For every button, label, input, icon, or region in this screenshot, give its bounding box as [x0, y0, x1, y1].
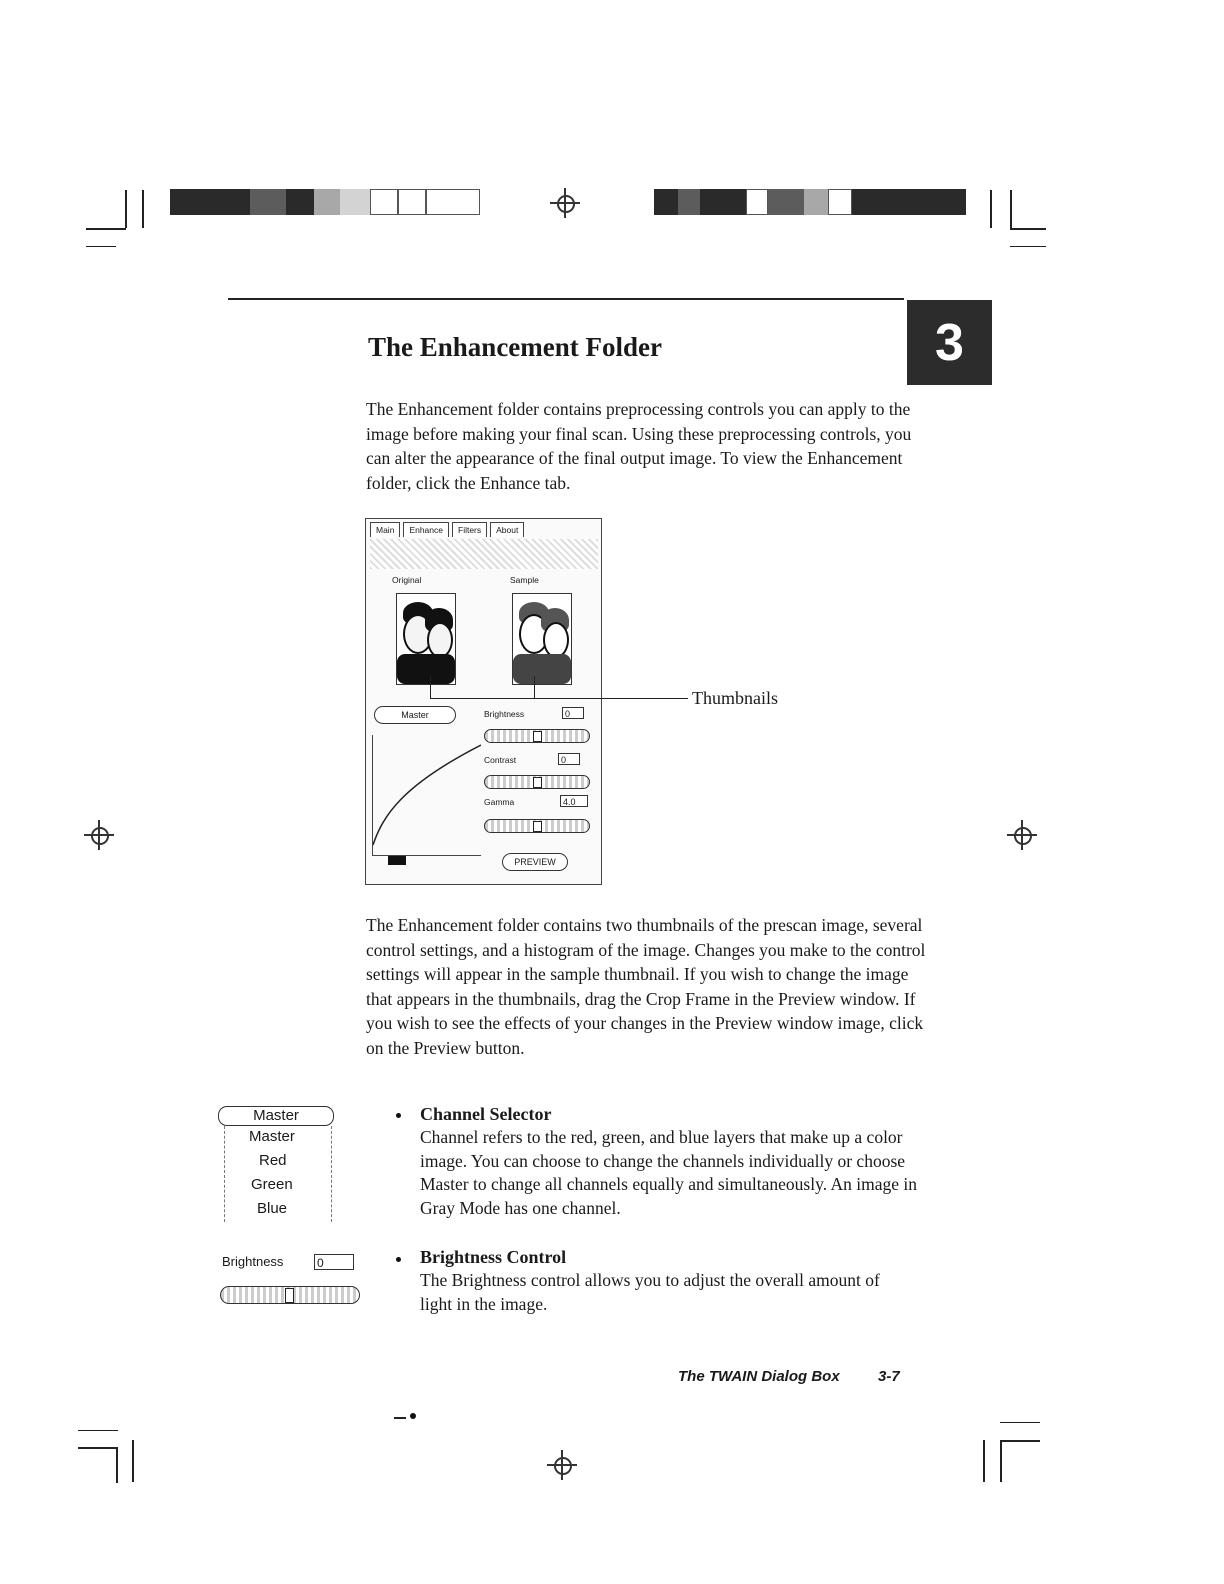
contrast-value[interactable]: 0: [558, 753, 580, 765]
channel-option-green[interactable]: Green: [251, 1176, 293, 1193]
enhancement-folder-screenshot: [365, 518, 602, 885]
tab-main[interactable]: Main: [370, 522, 400, 537]
folder-tabs: [370, 522, 524, 537]
crop-mark-top-left-v2: [142, 190, 144, 228]
brightness-widget-value[interactable]: 0: [314, 1254, 354, 1270]
sample-label: Sample: [510, 575, 539, 585]
crop-mark-bottom-right-v2: [983, 1440, 985, 1482]
sample-thumbnail: [512, 593, 572, 685]
brightness-widget: [218, 1252, 362, 1310]
registration-mark-bottom-icon: [547, 1450, 577, 1480]
page-number: 3-7: [878, 1368, 900, 1385]
tab-filters[interactable]: Filters: [452, 522, 487, 537]
callout-line-horizontal: [430, 698, 688, 699]
registration-mark-left-icon: [84, 820, 114, 850]
contrast-slider[interactable]: [484, 775, 590, 789]
color-bar-right: [654, 189, 966, 215]
channel-selector-text: Channel refers to the red, green, and blue layers that make up a color image. You can choose to change the channels individually or choose Master to change all channels equally and simultaneously. An image in Gray Mode has one channel.: [420, 1127, 917, 1218]
callout-line-left-stem: [430, 676, 431, 698]
gamma-value[interactable]: 4.0: [560, 795, 588, 807]
original-label: Original: [392, 575, 422, 585]
page-title: The Enhancement Folder: [368, 332, 662, 362]
crop-mark-bottom-right-h2: [1000, 1440, 1040, 1442]
crop-mark-top-left-h2: [86, 246, 116, 247]
footer-section-title: The TWAIN Dialog Box: [678, 1368, 840, 1385]
brightness-control-title: Brightness Control: [420, 1247, 567, 1267]
histogram-curve: [373, 735, 481, 855]
crop-mark-top-right-h2: [1010, 246, 1046, 247]
crop-mark-top-right-h: [1010, 228, 1046, 230]
crop-mark-bottom-left-v2: [132, 1440, 134, 1482]
crop-mark-bottom-right-v: [1000, 1440, 1002, 1482]
channel-option-red[interactable]: Red: [259, 1152, 287, 1169]
channel-menu-button[interactable]: Master: [218, 1106, 334, 1126]
tab-about[interactable]: About: [490, 522, 524, 537]
channel-option-master[interactable]: Master: [249, 1128, 295, 1145]
crop-mark-bottom-right-h: [1000, 1422, 1040, 1423]
channel-option-blue[interactable]: Blue: [257, 1200, 288, 1217]
brightness-label: Brightness: [484, 709, 525, 719]
bullet-brightness-control: [396, 1257, 401, 1262]
channel-selector-button[interactable]: Master: [374, 706, 456, 724]
color-bar-left: [170, 189, 480, 215]
original-thumbnail: [396, 593, 456, 685]
channel-menu-list: [224, 1126, 332, 1222]
registration-mark-right-icon: [1007, 820, 1037, 850]
histogram-icon[interactable]: [388, 851, 406, 865]
crop-mark-bottom-left-h2: [78, 1447, 116, 1449]
gamma-label: Gamma: [484, 797, 515, 807]
body-paragraph: The Enhancement folder contains two thumbnails of the prescan image, several control settings, and a histogram of the image. Changes you make to the control settings will appear in the sample thumbnail. If you wish to change the image that appears in the thumbnails, drag the Crop Frame in the Preview window. If you wish to see the effects of your changes in the Preview window image, click on the Preview button.: [366, 915, 926, 1058]
stray-dash: [394, 1417, 406, 1419]
bullet-channel-selector: [396, 1113, 401, 1118]
header-rule: [228, 298, 904, 300]
stray-dot: [410, 1413, 416, 1419]
brightness-slider[interactable]: [484, 729, 590, 743]
histogram-panel: [372, 735, 481, 856]
crop-mark-top-left-h: [86, 228, 126, 230]
brightness-widget-label: Brightness: [222, 1254, 284, 1269]
crop-mark-top-left-v: [125, 190, 127, 228]
thumbnails-callout: Thumbnails: [692, 688, 778, 708]
crop-mark-bottom-left-h: [78, 1430, 118, 1431]
crop-mark-top-right-v: [990, 190, 992, 228]
intro-paragraph: The Enhancement folder contains preprocessing controls you can apply to the image before making your final scan. Using these preprocessing controls, you can alter the appearance of the final output image. To view the Enhancement folder, click the Enhance tab.: [366, 399, 912, 493]
registration-mark-top-icon: [550, 188, 580, 218]
channel-selector-title: Channel Selector: [420, 1104, 552, 1124]
callout-line-right-stem: [534, 676, 535, 698]
chapter-tab: 3: [907, 300, 992, 385]
dither-band: [370, 539, 598, 569]
brightness-widget-slider[interactable]: [220, 1286, 360, 1304]
brightness-control-text: The Brightness control allows you to adjust the overall amount of light in the image.: [420, 1270, 880, 1314]
channel-menu-widget: [218, 1106, 336, 1222]
crop-mark-bottom-left-v: [116, 1447, 118, 1483]
gamma-slider[interactable]: [484, 819, 590, 833]
tab-enhance[interactable]: Enhance: [403, 522, 449, 537]
contrast-label: Contrast: [484, 755, 517, 765]
crop-mark-top-right-v2: [1010, 190, 1012, 228]
preview-button[interactable]: PREVIEW: [502, 853, 568, 871]
brightness-value[interactable]: 0: [562, 707, 584, 719]
